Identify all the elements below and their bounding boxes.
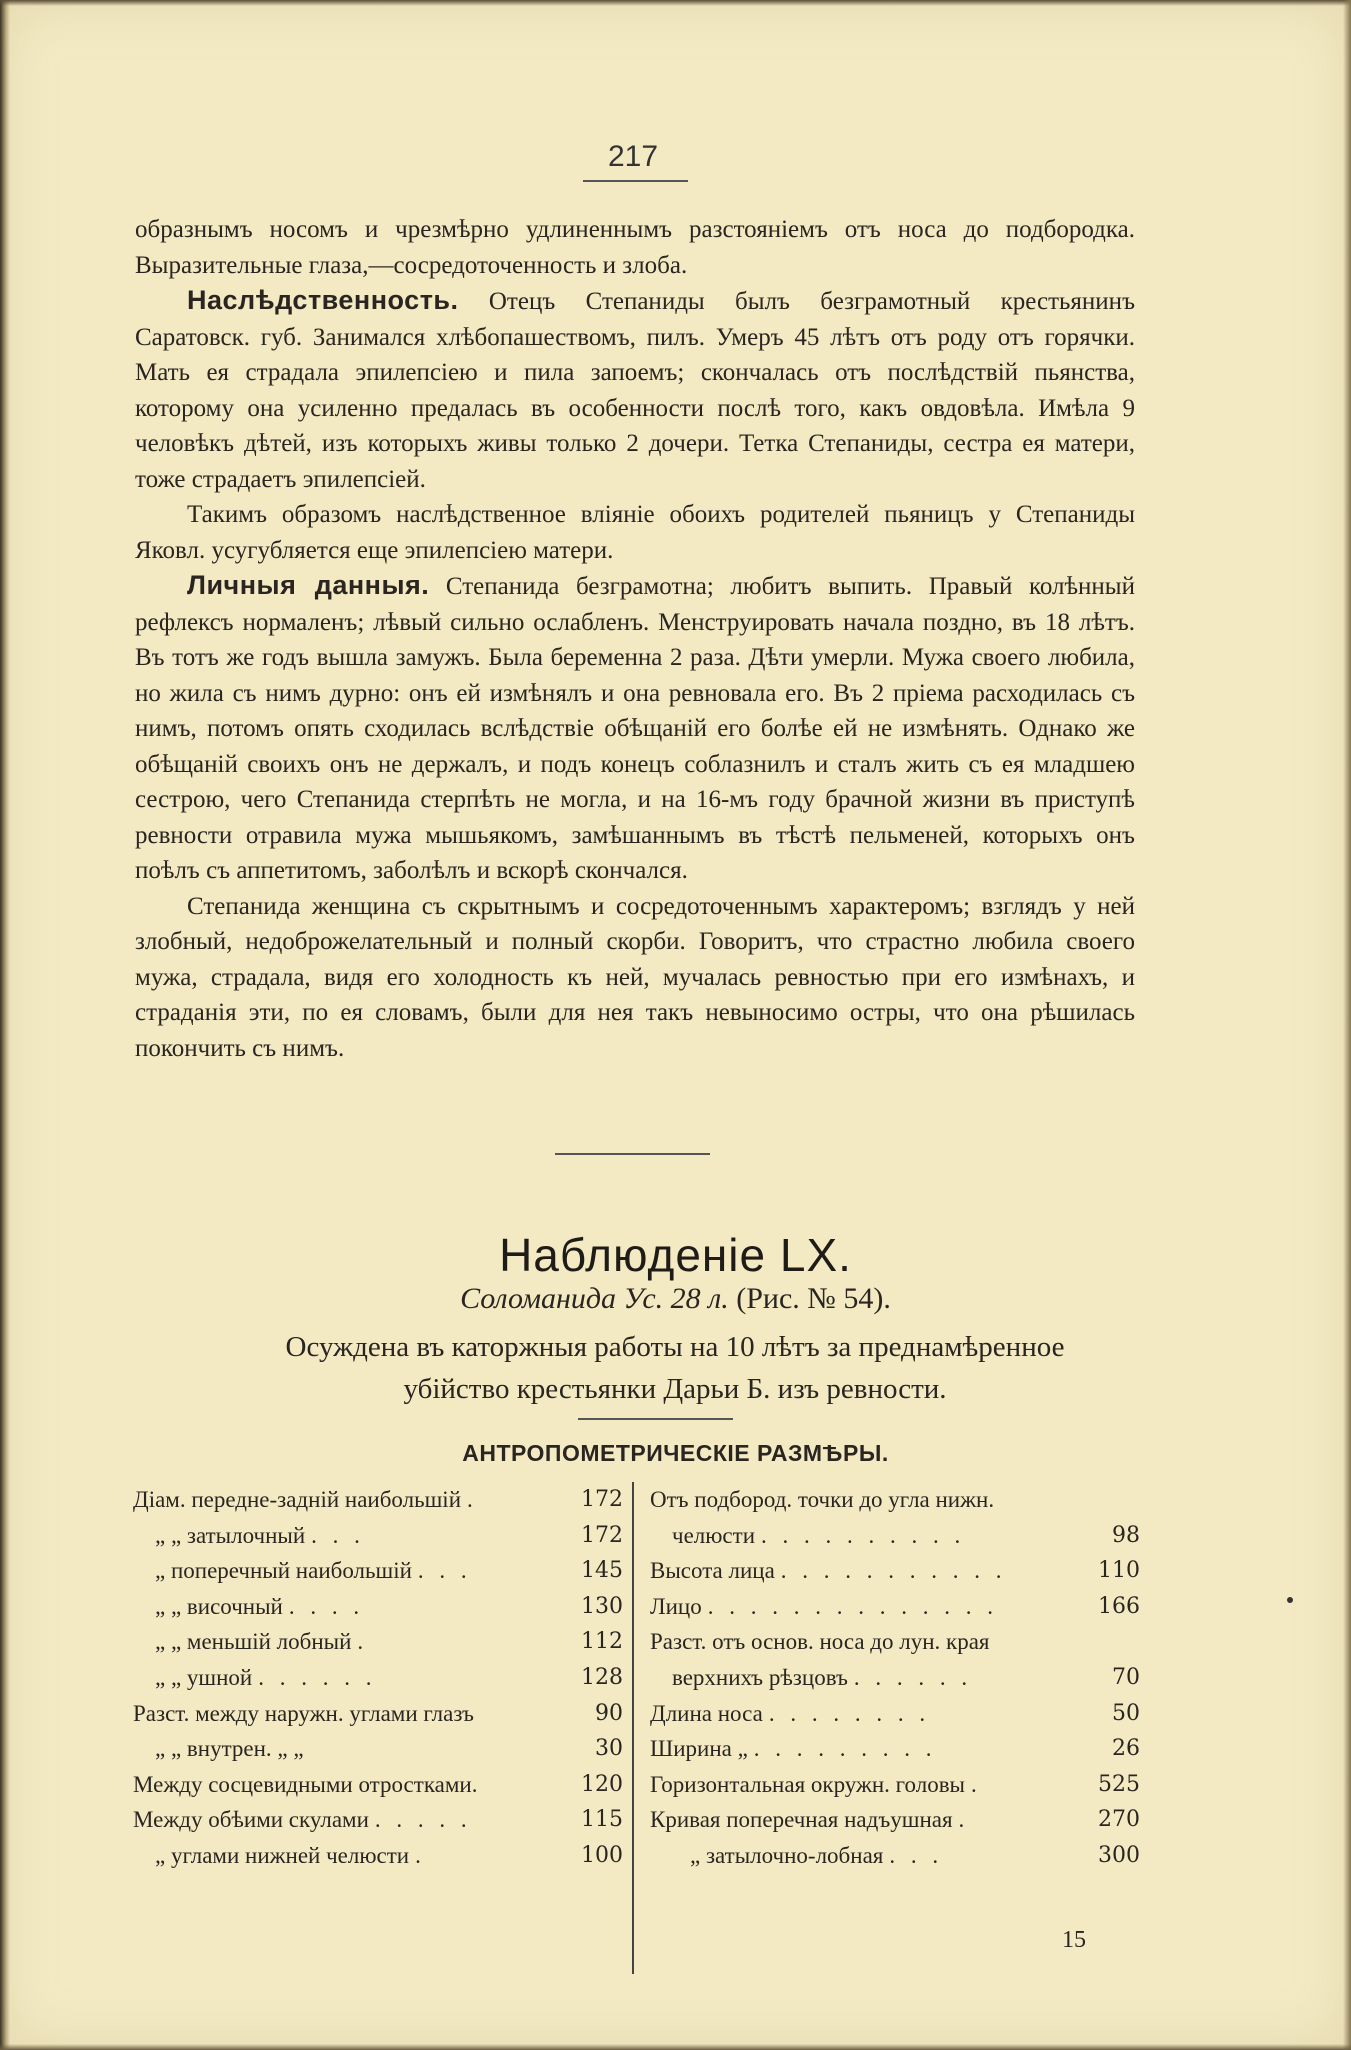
leader-dots: . bbox=[467, 1487, 478, 1512]
measurements-left-column bbox=[133, 1482, 623, 1874]
leader-dots: . bbox=[958, 1807, 970, 1833]
paragraph-text: Степанида женщина съ скрытнымъ и сосредоточеннымъ характеромъ; взглядъ у ней злобный, недоброжелательный и полный скорби. Говоритъ, что страстно любила своего мужа, страдала, видя его холодность къ ней, мучалась ревностью при его измѣнахъ, и страданія эти, по ея словамъ, были для нея такъ невыносимо остры, что она рѣшилась покончить съ нимъ. bbox=[135, 892, 1135, 1062]
measurement-value: 26 bbox=[1112, 1736, 1140, 1762]
leader-dots bbox=[994, 1482, 1136, 1518]
paragraph-text: образнымъ носомъ и чрезмѣрно удлиненнымъ разстояніемъ отъ носа до подбородка. Выразительные глаза,—сосредоточенность и злоба. bbox=[135, 216, 1135, 279]
paragraph-text: Отецъ Степаниды былъ безграмотный крестьянинъ Саратовск. губ. Занимался хлѣбопашествомъ, пилъ. Умеръ 45 лѣтъ отъ роду отъ горячки. Мать ея страдала эпилепсіею и пила запоемъ; скончалась отъ послѣдствій пьянства, которому она усиленно предалась въ особенности послѣ того, какъ овдовѣла. Имѣла 9 человѣкъ дѣтей, изъ которыхъ живы только 2 дочери. Тетка Степаниды, сестра ея матери, тоже страдаетъ эпилепсіей. bbox=[135, 288, 1135, 493]
measurement-value: 110 bbox=[1098, 1558, 1140, 1584]
measurement-label: „ затылочно-лобная bbox=[690, 1842, 884, 1868]
measurement-row bbox=[650, 1696, 1140, 1732]
measurement-label: Разст. между наружн. углами глазъ bbox=[133, 1700, 474, 1726]
measurement-value bbox=[1136, 1624, 1140, 1660]
measurement-label: Лицо bbox=[650, 1593, 702, 1619]
page-edge-right bbox=[1343, 0, 1351, 2050]
page-edge-bottom bbox=[0, 2044, 1351, 2050]
measurement-row bbox=[133, 1731, 623, 1767]
leader-dots: . . . . . . bbox=[853, 1664, 973, 1690]
measurement-label: „ поперечный наибольшій bbox=[155, 1558, 412, 1584]
measurement-value: 270 bbox=[1098, 1807, 1140, 1833]
leader-dots: . . . . . . . . . bbox=[753, 1736, 937, 1762]
measurement-row bbox=[650, 1482, 1140, 1518]
measurement-value: 300 bbox=[1098, 1842, 1140, 1868]
measurement-label: Между сосцевидными отростками. bbox=[133, 1771, 478, 1797]
measurement-label: „ „ височный bbox=[155, 1593, 283, 1619]
paragraph bbox=[135, 283, 1135, 497]
measurement-row bbox=[133, 1589, 623, 1625]
measurement-label: Длина носа bbox=[650, 1700, 763, 1726]
measurement-label: „ „ внутрен. „ „ bbox=[155, 1736, 304, 1762]
leader-dots bbox=[990, 1624, 1137, 1660]
paragraph bbox=[135, 212, 1135, 283]
paragraph bbox=[135, 568, 1135, 889]
observation-title: Наблюденіе LX. bbox=[499, 1229, 852, 1281]
measurement-value: 525 bbox=[1098, 1771, 1140, 1797]
measurements-right-column bbox=[650, 1482, 1140, 1874]
leader-dots bbox=[474, 1696, 591, 1732]
paragraph-text: Такимъ образомъ наслѣдственное вліяніе обоихъ родителей пьяницъ у Степаниды Яковл. усугубляется еще эпилепсіею матери. bbox=[135, 501, 1135, 564]
measurement-value: 145 bbox=[581, 1558, 623, 1584]
measurement-value: 130 bbox=[581, 1593, 623, 1619]
measurement-label: „ углами нижней челюсти bbox=[155, 1842, 410, 1868]
paragraph bbox=[135, 889, 1135, 1067]
measurement-row bbox=[133, 1660, 623, 1696]
measurement-row bbox=[133, 1767, 623, 1803]
measurement-value bbox=[1136, 1482, 1140, 1518]
leader-dots: . bbox=[415, 1842, 426, 1868]
measurement-row bbox=[650, 1624, 1140, 1660]
leader-dots: . . . . bbox=[288, 1593, 365, 1619]
leader-dots: . . . . . bbox=[374, 1807, 472, 1833]
measurement-row bbox=[650, 1660, 1140, 1696]
measurement-label: Горизонтальная окружн. головы bbox=[650, 1771, 966, 1797]
description-rule bbox=[578, 1418, 733, 1420]
column-divider bbox=[632, 1482, 634, 1974]
table-heading: АНТРОПОМЕТРИЧЕСКІЕ РАЗМѢРЫ. bbox=[462, 1440, 889, 1466]
measurement-value: 172 bbox=[581, 1487, 623, 1512]
measurement-label: „ „ меньшій лобный bbox=[155, 1629, 352, 1655]
leader-dots: . . . . . . . . bbox=[768, 1700, 931, 1726]
section-heading: Наслѣдственность. bbox=[187, 285, 459, 315]
measurement-label: Высота лица bbox=[650, 1558, 775, 1584]
measurement-row bbox=[650, 1589, 1140, 1625]
leader-dots: . . . bbox=[889, 1842, 944, 1868]
measurement-row bbox=[133, 1624, 623, 1660]
measurement-row bbox=[133, 1482, 623, 1518]
measurement-label: „ „ ушной bbox=[155, 1664, 253, 1690]
measurement-row bbox=[133, 1518, 623, 1554]
observation-description bbox=[180, 1326, 1170, 1410]
measurement-label: Разст. отъ основ. носа до лун. края bbox=[650, 1629, 990, 1655]
section-heading: Личныя данныя. bbox=[187, 570, 430, 600]
measurement-row bbox=[650, 1518, 1140, 1554]
leader-dots: . . . . . . . . . . . . . . bbox=[707, 1593, 998, 1619]
leader-dots: . bbox=[357, 1629, 369, 1655]
measurement-row bbox=[650, 1731, 1140, 1767]
paragraph-text: Степанида безграмотна; любитъ выпить. Правый колѣнный рефлексъ нормаленъ; лѣвый сильно ослабленъ. Менструировать начала поздно, въ 18 лѣтъ. Въ тотъ же годъ вышла замужъ. Была беременна 2 раза. Дѣти умерли. Мужа своего любила, но жила съ нимъ дурно: онъ ей измѣнялъ и она ревновала его. Въ 2 пріема расходилась съ нимъ, потомъ опять сходилась вслѣдствіе обѣщаній его болѣе ей не измѣнять. Однако же обѣщаній своихъ онъ не держалъ, и подъ конецъ соблазнилъ и сталъ жить съ ея младшею сестрою, чего Степанида стерпѣть не могла, и на 16-мъ году брачной жизни въ приступѣ ревности отравила мужа мышьякомъ, замѣшаннымъ въ тѣстѣ пельменей, которыхъ онъ поѣлъ съ аппетитомъ, заболѣлъ и вскорѣ скончался. bbox=[135, 573, 1135, 884]
measurement-value: 120 bbox=[581, 1771, 623, 1797]
leader-dots: . . . . . . . . . . . bbox=[780, 1558, 1007, 1584]
observation-subtitle bbox=[0, 1282, 1351, 1316]
measurement-row bbox=[650, 1802, 1140, 1838]
measurement-label: верхнихъ рѣзцовъ bbox=[672, 1664, 848, 1690]
leader-dots: . . . bbox=[311, 1522, 365, 1548]
signature-mark: 15 bbox=[1062, 1927, 1086, 1953]
measurement-row bbox=[650, 1553, 1140, 1589]
measurement-value: 50 bbox=[1112, 1700, 1140, 1726]
description-line: убійство крестьянки Дарьи Б. изъ ревности. bbox=[403, 1373, 947, 1405]
measurement-value: 100 bbox=[581, 1842, 623, 1868]
measurement-label: Между обѣими скулами bbox=[133, 1807, 369, 1833]
measurement-row bbox=[650, 1838, 1140, 1874]
measurement-row bbox=[133, 1802, 623, 1838]
measurement-label: челюсти bbox=[672, 1522, 756, 1548]
body-text bbox=[135, 212, 1135, 1066]
measurement-row bbox=[133, 1838, 623, 1874]
leader-dots: . . . bbox=[417, 1558, 472, 1584]
page-edge-left bbox=[0, 0, 10, 2050]
ink-speck bbox=[1287, 1597, 1293, 1603]
page-number-rule bbox=[583, 180, 688, 182]
measurement-row bbox=[133, 1696, 623, 1732]
measurement-value: 70 bbox=[1112, 1664, 1140, 1690]
leader-dots: . . . . . . . . . . bbox=[761, 1522, 966, 1548]
leader-dots: . . . . . . bbox=[258, 1664, 377, 1690]
leader-dots bbox=[304, 1731, 591, 1767]
measurement-value: 90 bbox=[595, 1700, 623, 1726]
paragraph bbox=[135, 497, 1135, 568]
measurement-value: 98 bbox=[1112, 1522, 1140, 1548]
measurement-label: Ширина „ bbox=[650, 1736, 748, 1762]
measurement-label: „ „ затылочный bbox=[155, 1522, 306, 1548]
leader-dots bbox=[477, 1767, 577, 1803]
subject-name: Соломанида Ус. 28 л. bbox=[460, 1282, 729, 1315]
measurement-row bbox=[133, 1553, 623, 1589]
description-line: Осуждена въ каторжныя работы на 10 лѣтъ за преднамѣренное bbox=[285, 1331, 1065, 1363]
section-separator bbox=[555, 1153, 710, 1155]
measurement-row bbox=[650, 1767, 1140, 1803]
page-number: 217 bbox=[607, 140, 659, 173]
measurement-value: 112 bbox=[581, 1629, 623, 1655]
figure-reference: (Рис. № 54). bbox=[736, 1282, 891, 1315]
measurement-label: Кривая поперечная надъушная bbox=[650, 1807, 953, 1833]
measurement-label: Діам. передне-задній наибольшій bbox=[133, 1487, 461, 1512]
measurement-value: 30 bbox=[595, 1736, 623, 1762]
measurement-value: 128 bbox=[581, 1664, 623, 1690]
measurement-value: 172 bbox=[581, 1522, 623, 1548]
leader-dots: . bbox=[971, 1771, 982, 1797]
measurement-value: 166 bbox=[1098, 1593, 1140, 1619]
page-edge-top bbox=[0, 0, 1351, 6]
measurement-value: 115 bbox=[581, 1807, 623, 1833]
measurement-label: Отъ подбород. точки до угла нижн. bbox=[650, 1487, 995, 1512]
